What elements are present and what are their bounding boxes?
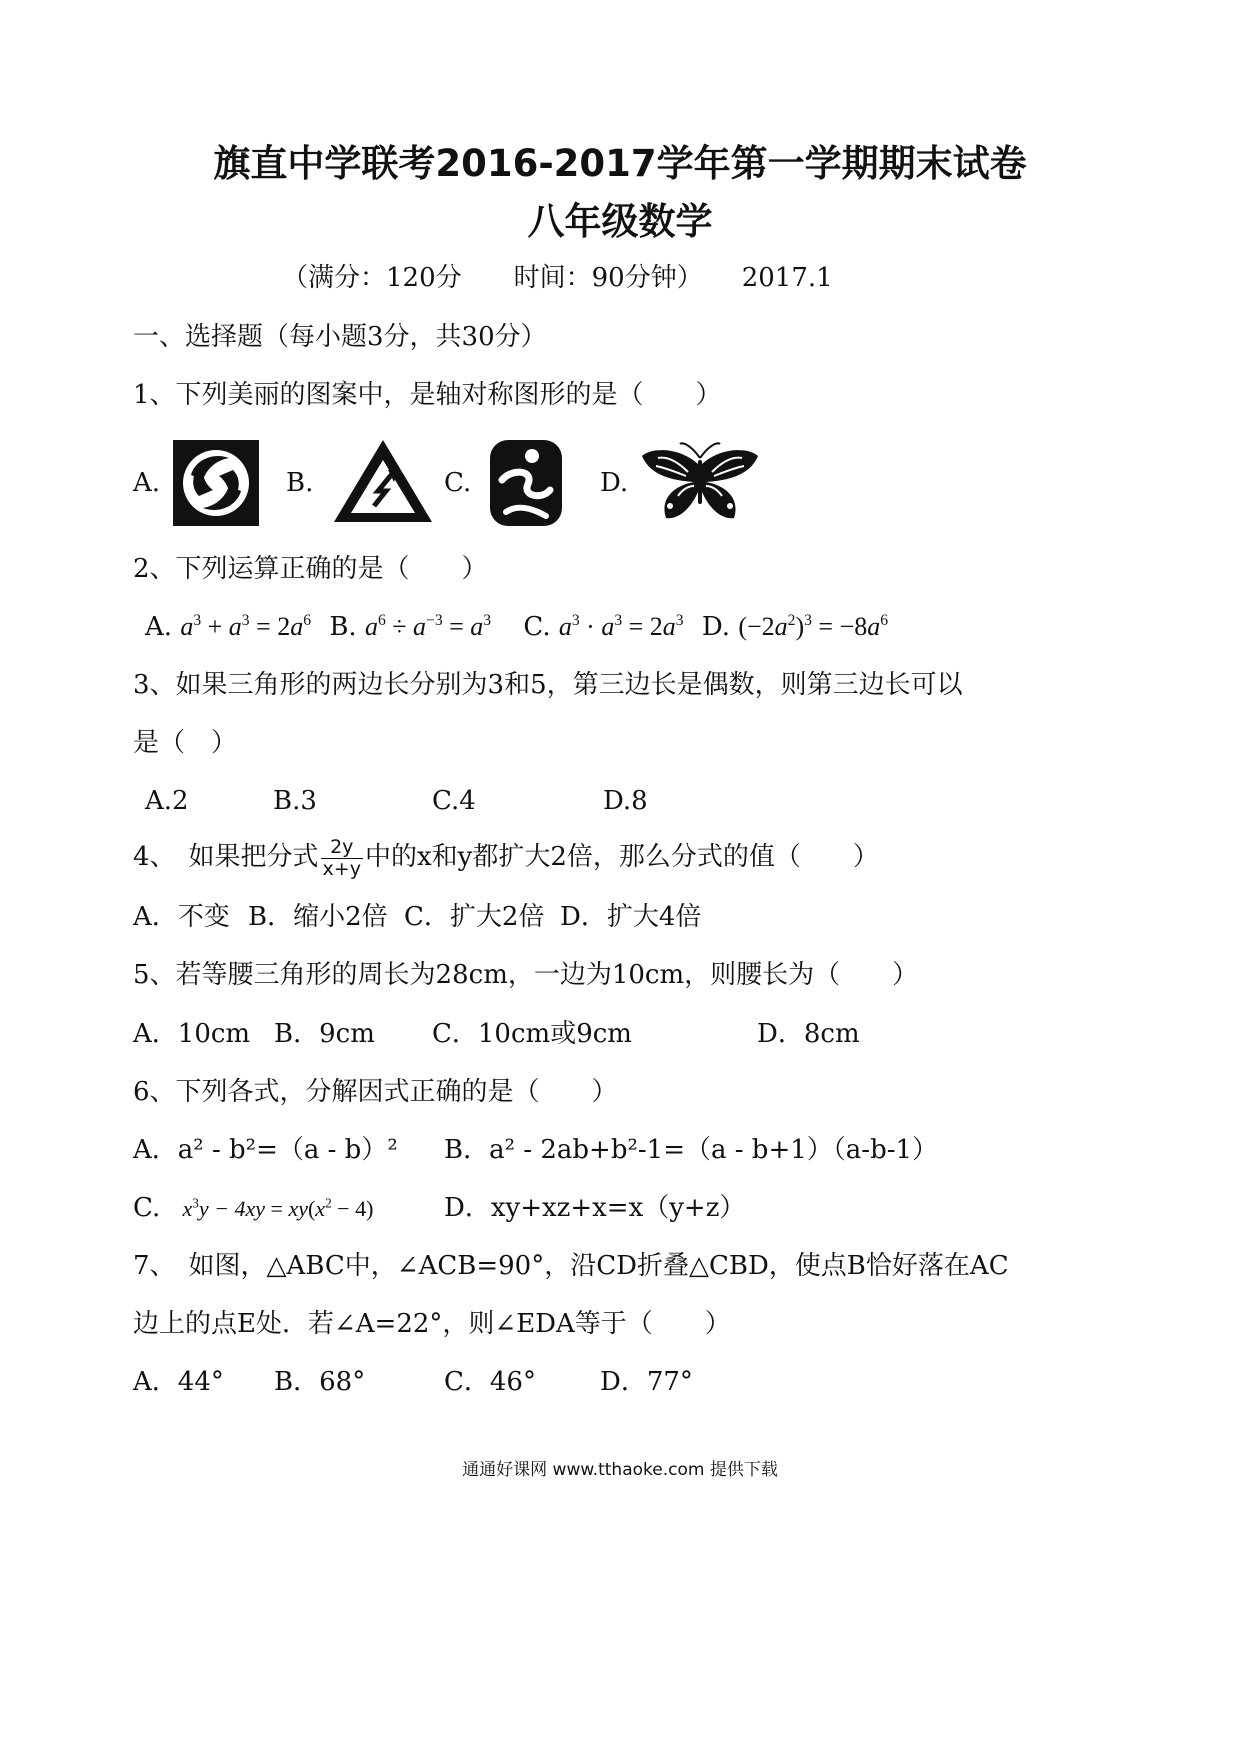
q3-option-c: C.4 [432,786,476,816]
question-3-stem-cont: 是（ ） [133,728,238,758]
q4-prefix: 4、 如果把分式 [133,842,319,872]
exam-title: 旗直中学联考2016-2017学年第一学期期末试卷 [213,142,1027,185]
q2-option-b-label: B. [329,612,357,642]
q2-option-c-label: C. [523,612,551,642]
exam-subtitle: 八年级数学 [527,200,713,243]
q7-option-d: D．77° [600,1367,693,1397]
q7-option-b: B．68° [274,1367,366,1397]
olympic-emblem-icon [488,434,564,530]
q4-suffix: 中的x和y都扩大2倍，那么分式的值（ ） [364,842,879,872]
q4-option-c: C．扩大2倍 [404,902,545,932]
q6-option-a: A．a² - b²=（a - b）² [133,1135,398,1165]
q5-option-a: A．10cm [133,1019,251,1049]
section-heading: 一、选择题（每小题3分，共30分） [133,322,547,352]
q6-option-d: D．xy+xz+x=x（y+z） [444,1193,746,1223]
question-4-stem [133,836,879,879]
q5-option-c: C．10cm或9cm [432,1019,632,1049]
question-2-stem: 2、下列运算正确的是（ ） [133,554,488,584]
q5-option-b: B．9cm [274,1019,375,1049]
question-7-stem: 7、 如图，△ABC中，∠ACB=90°，沿CD折叠△CBD，使点B恰好落在AC [133,1251,1009,1281]
q2-option-a-expr: $a^3 + a^3 = 2a^6$ [180,611,312,641]
q3-option-b: B.3 [273,786,317,816]
question-5-stem: 5、若等腰三角形的周长为28cm，一边为10cm，则腰长为（ ） [133,960,919,990]
q3-option-a: A.2 [145,786,189,816]
question-6-stem: 6、下列各式，分解因式正确的是（ ） [133,1077,618,1107]
butterfly-icon [638,440,762,524]
q2-option-c-expr: $a^3 \cdot a^3 = 2a^3$ [558,611,684,641]
question-3-stem: 3、如果三角形的两边长分别为3和5，第三边长是偶数，则第三边长可以 [133,670,963,700]
q4-option-b: B．缩小2倍 [248,902,388,932]
q2-option-a-label: A. [145,612,173,642]
q6-option-c-label: C. [133,1193,161,1223]
q2-option-d-expr: $(-2a^2)^3 = -8a^6$ [738,611,889,641]
q6-option-c [133,1195,373,1221]
q7-option-c: C．46° [444,1367,536,1397]
q5-option-d: D．8cm [757,1019,860,1049]
q1-option-a-label: A. [133,468,161,498]
q6-option-b: B．a² - 2ab+b²-1=（a - b+1）（a-b-1） [444,1135,939,1165]
question-1-stem: 1、下列美丽的图案中，是轴对称图形的是（ ） [133,380,722,410]
page-footer: 通通好课网 www.tthaoke.com 提供下载 [462,1460,778,1480]
question-7-stem-cont: 边上的点E处．若∠A=22°，则∠EDA等于（ ） [133,1309,731,1339]
q2-option-b-expr: $a^6 \div a^{-3} = a^3$ [364,611,492,641]
q7-option-a: A．44° [133,1367,224,1397]
q1-option-c-label: C. [444,468,472,498]
q4-fraction [321,837,363,880]
warning-triangle-sign-icon [330,436,436,526]
q4-fraction-numerator: 2y [321,837,363,859]
q1-option-d-label: D. [600,468,629,498]
q3-option-d: D.8 [603,786,648,816]
ring-logo-icon [173,440,259,526]
q2-options-row [145,611,889,642]
q4-option-d: D．扩大4倍 [560,902,702,932]
q4-option-a: A．不变 [133,902,230,932]
exam-meta: （满分：120分 时间：90分钟） 2017.1 [282,263,833,293]
q1-option-b-label: B. [286,468,314,498]
q6-option-c-expr: $x^3y - 4xy = xy(x^2 - 4)$ [182,1195,374,1221]
q4-fraction-denominator: x+y [322,857,361,880]
q2-option-d-label: D. [701,612,731,642]
